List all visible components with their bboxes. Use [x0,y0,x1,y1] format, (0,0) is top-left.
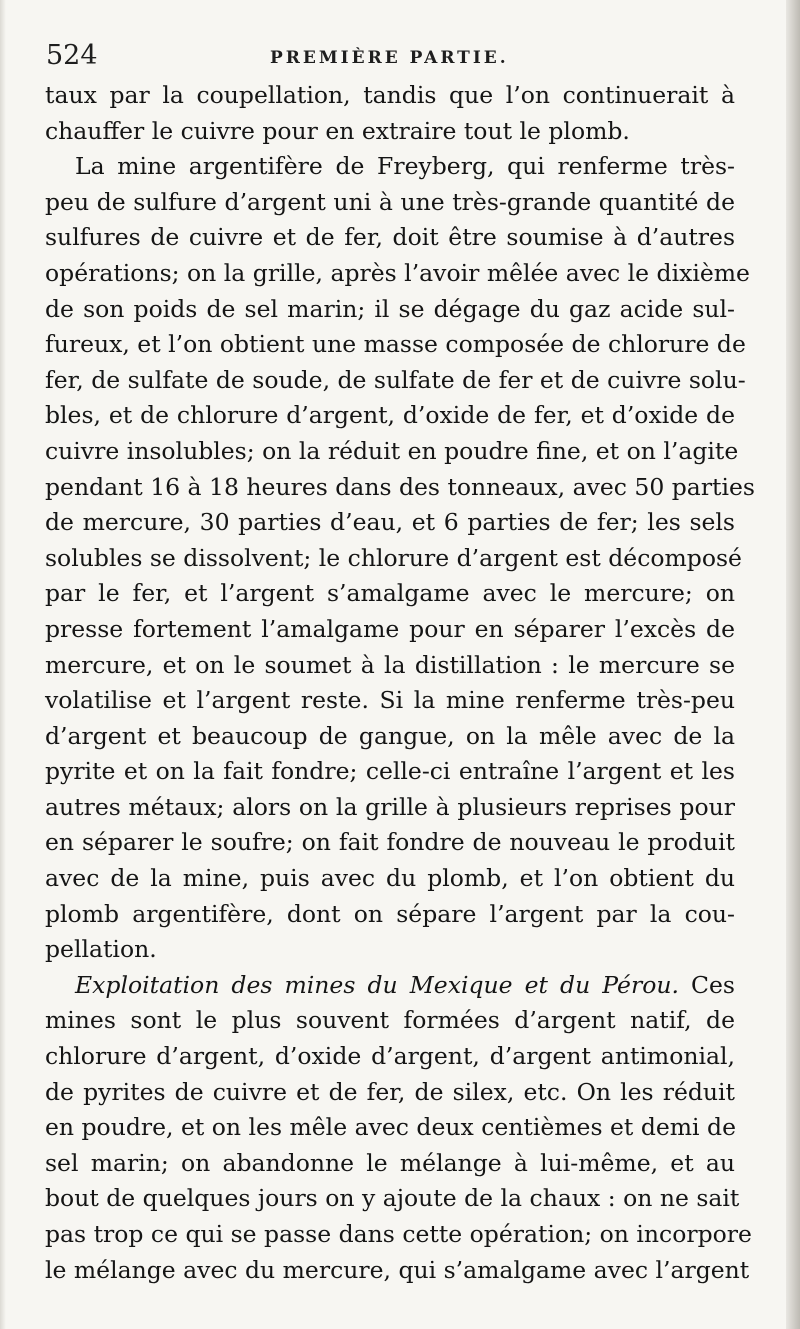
text-line: mercure, et on le soumet à la distillation : le mercure se [45,650,735,679]
text-line: sulfures de cuivre et de fer, doit être soumise à d’autres [45,223,735,252]
text-line: par le fer, et l’argent s’amalgame avec le mercure; on [45,579,735,608]
binding-shadow [786,0,800,1329]
running-head: PREMIÈRE PARTIE. [270,48,509,68]
text-line: presse fortement l’amalgame pour en séparer l’excès de [45,614,735,643]
text-line: chlorure d’argent, d’oxide d’argent, d’argent antimonial, [45,1042,735,1071]
text-line: autres métaux; alors on la grille à plusieurs reprises pour [45,792,735,821]
page-header [44,34,734,74]
page-left-edge [0,0,6,1329]
text-line: d’argent et beaucoup de gangue, on la mêle avec de la [45,721,735,750]
text-line: volatilise et l’argent reste. Si la mine renferme très-peu [45,686,735,715]
text-line: fureux, et l’on obtient une masse composée de chlorure de [45,330,746,359]
text-line: taux par la coupellation, tandis que l’on continuerait à [45,81,735,109]
text-line: peu de sulfure d’argent uni à une très-grande quantité de [45,187,735,216]
text-line: bout de quelques jours on y ajoute de la chaux : on ne sait [45,1184,740,1213]
text-line: le mélange avec du mercure, qui s’amalgame avec l’argent [45,1255,750,1284]
text-line: sel marin; on abandonne le mélange à lui-même, et au [45,1148,735,1177]
text-line: en séparer le soufre; on fait fondre de nouveau le produit [45,828,735,857]
text-line: pas trop ce qui se passe dans cette opération; on incorpore [45,1220,752,1248]
text-line: pendant 16 à 18 heures dans des tonneaux, avec 50 parties [45,472,755,501]
text-line: plomb argentifère, dont on sépare l’argent par la cou- [45,899,735,928]
page-number: 524 [46,40,98,71]
text-line: de pyrites de cuivre et de fer, de silex, etc. On les réduit [45,1077,735,1106]
body-text [45,78,755,1288]
section-heading: Exploitation des mines du Mexique et du Pérou. [75,970,679,999]
text-line: de mercure, 30 parties d’eau, et 6 parties de fer; les sels [45,508,735,537]
paragraph-first-line: La mine argentifère de Freyberg, qui renferme très- [75,152,735,181]
text-line: en poudre, et on les mêle avec deux centièmes et demi de [45,1113,736,1142]
text-line: bles, et de chlorure d’argent, d’oxide de fer, et d’oxide de [45,401,735,430]
text-line: chauffer le cuivre pour en extraire tout le plomb. [45,116,630,145]
text-line: opérations; on la grille, après l’avoir mêlée avec le dixième [45,258,750,287]
text-line: avec de la mine, puis avec du plomb, et l’on obtient du [45,864,735,893]
text-line: mines sont le plus souvent formées d’argent natif, de [45,1006,735,1035]
text-line-tail: Ces [691,970,735,999]
text-line: pyrite et on la fait fondre; celle-ci entraîne l’argent et les [45,757,735,786]
text-line: de son poids de sel marin; il se dégage du gaz acide sul- [45,294,735,323]
text-line: solubles se dissolvent; le chlorure d’argent est décomposé [45,543,742,572]
text-line: cuivre insolubles; on la réduit en poudre fine, et on l’agite [45,436,739,465]
paragraph-first-line [45,968,735,1004]
text-line: pellation. [45,935,157,964]
text-line: fer, de sulfate de soude, de sulfate de fer et de cuivre solu- [45,365,746,394]
